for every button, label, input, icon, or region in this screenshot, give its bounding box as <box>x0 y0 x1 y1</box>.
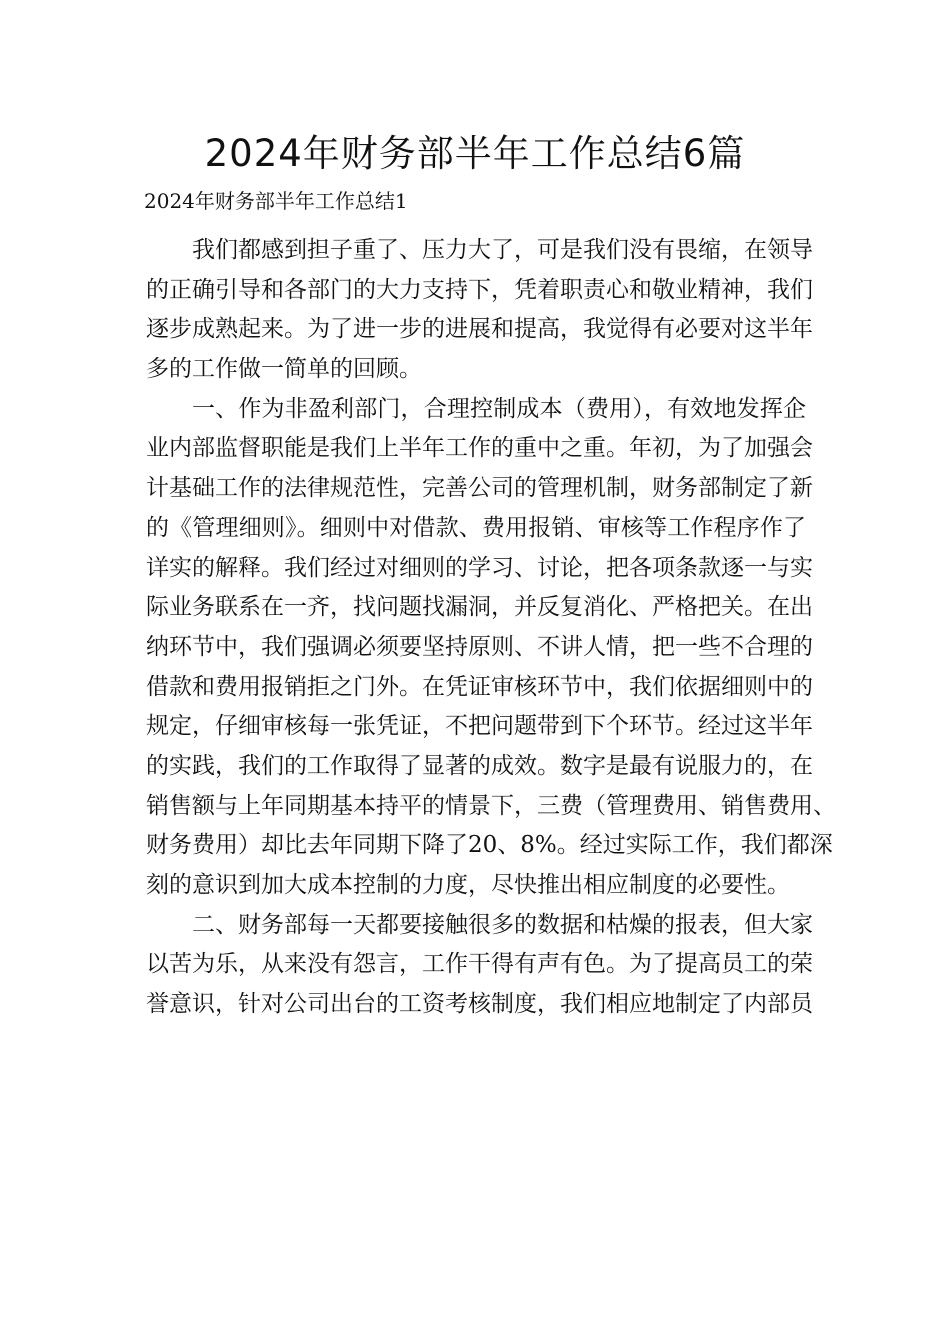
paragraph-1-line-4: 多的工作做一简单的回顾。 <box>146 356 422 383</box>
paragraph-2-line-10: 的实践，我们的工作取得了显著的成效。数字是最有说服力的，在 <box>146 752 813 779</box>
paragraph-1-line-1: 我们都感到担子重了、压力大了，可是我们没有畏缩，在领导 <box>192 237 813 263</box>
paragraph-2-line-6: 际业务联系在一齐，找问题找漏洞，并反复消化、严格把关。在出 <box>146 594 813 621</box>
paragraph-3-line-1: 二、财务部每一天都要接触很多的数据和枯燥的报表，但大家 <box>192 911 813 938</box>
paragraph-2-line-12: 财务费用）却比去年同期下降了20、8%。经过实际工作，我们都深 <box>146 832 833 859</box>
paragraph-2-line-2: 业内部监督职能是我们上半年工作的重中之重。年初，为了加强会 <box>146 435 813 462</box>
paragraph-3-line-2: 以苦为乐，从来没有怨言，工作干得有声有色。为了提高员工的荣 <box>146 951 813 978</box>
paragraph-2-line-1: 一、作为非盈利部门，合理控制成本（费用），有效地发挥企 <box>192 395 806 422</box>
paragraph-3-line-3: 誉意识，针对公司出台的工资考核制度，我们相应地制定了内部员 <box>146 991 813 1018</box>
paragraph-2-line-9: 规定，仔细审核每一张凭证，不把问题带到下个环节。经过这半年 <box>146 713 813 740</box>
paragraph-1-line-2: 的正确引导和各部门的大力支持下，凭着职责心和敬业精神，我们 <box>146 276 813 303</box>
paragraph-2-line-3: 计基础工作的法律规范性，完善公司的管理机制，财务部制定了新 <box>146 475 813 502</box>
section-heading: 2024年财务部半年工作总结1 <box>144 189 408 213</box>
paragraph-1-line-3: 逐步成熟起来。为了进一步的进展和提高，我觉得有必要对这半年 <box>146 316 813 343</box>
paragraph-2-line-7: 纳环节中，我们强调必须要坚持原则、不讲人情，把一些不合理的 <box>146 633 813 660</box>
paragraph-2-line-13: 刻的意识到加大成本控制的力度，尽快推出相应制度的必要性。 <box>146 872 790 898</box>
document-title: 2024年财务部半年工作总结6篇 <box>204 132 746 175</box>
paragraph-2-line-4: 的《管理细则》。细则中对借款、费用报销、审核等工作程序作了 <box>146 514 806 541</box>
document-body <box>146 231 836 1025</box>
paragraph-2-line-5: 详实的解释。我们经过对细则的学习、讨论，把各项条款逐一与实 <box>146 554 813 581</box>
paragraph-2-line-8: 借款和费用报销拒之门外。在凭证审核环节中，我们依据细则中的 <box>146 673 813 700</box>
paragraph-2-line-11: 销售额与上年同期基本持平的情景下，三费（管理费用、销售费用、 <box>146 792 836 819</box>
